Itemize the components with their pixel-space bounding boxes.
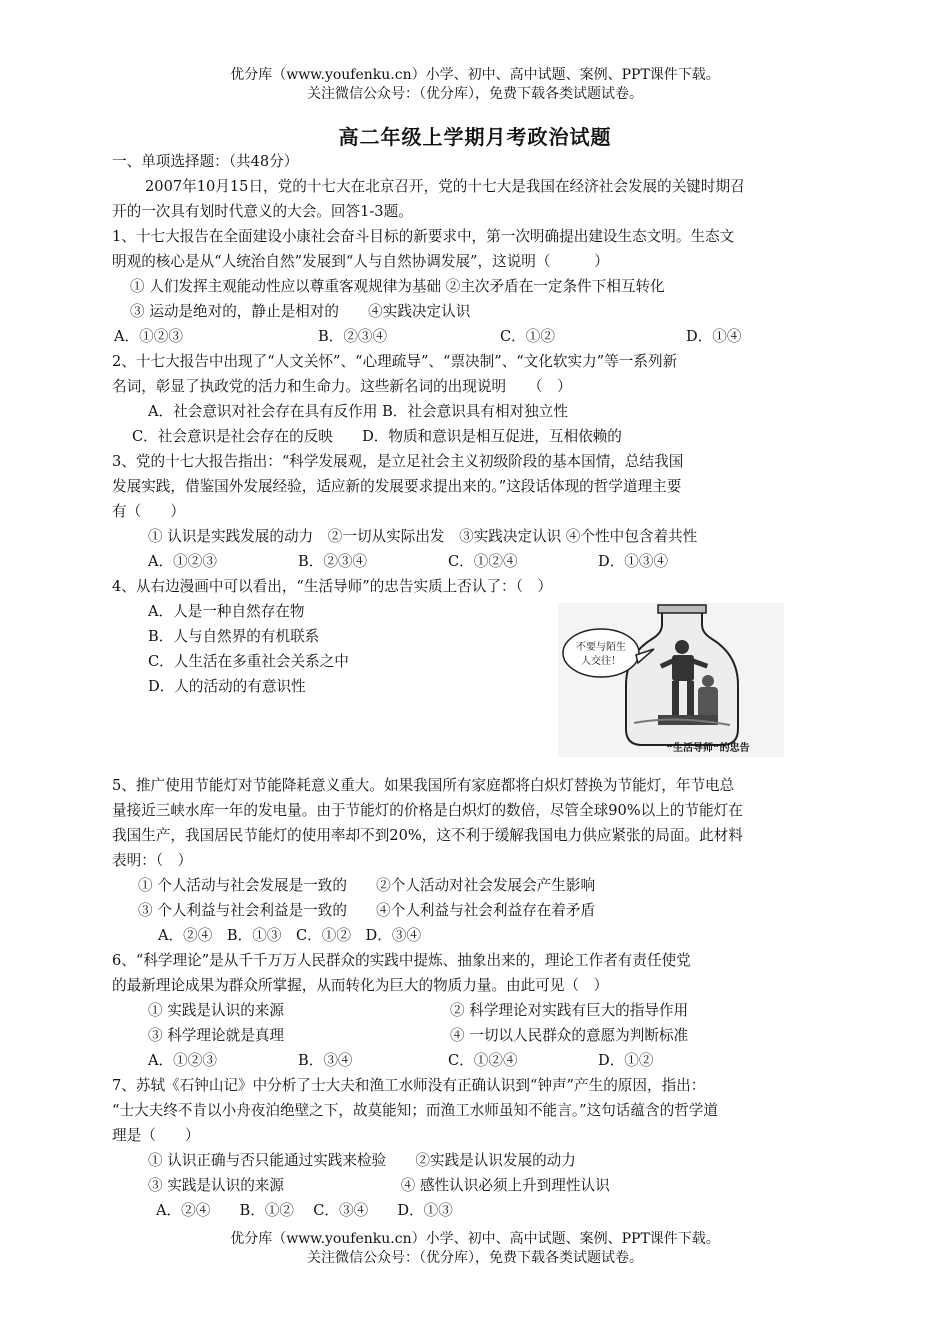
q3-option-b: B．②③④ [298, 553, 368, 570]
q6-stem: 6、“科学理论”是从千千万万人民群众的实践中提炼、抽象出来的，理论工作者有责任使党 [112, 952, 691, 969]
q3-stem: 有（ ） [112, 503, 185, 520]
q7-options: A．②④ B．①② C．③④ D．①③ [156, 1202, 453, 1219]
q3-stem: 发展实践，借鉴国外发展经验，适应新的发展要求提出来的。”这段话体现的哲学道理主要 [112, 478, 682, 495]
q6-option-a: A．①②③ [148, 1052, 217, 1069]
q6-item-3: ③ 科学理论就是真理 [148, 1027, 284, 1044]
q6-stem: 的最新理论成果为群众所掌握，从而转化为巨大的物质力量。由此可见（ ） [112, 977, 609, 994]
q1-stem: 1、十七大报告在全面建设小康社会奋斗目标的新要求中，第一次明确提出建设生态文明。生态文 [112, 228, 735, 245]
intro-line: 开的一次具有划时代意义的大会。回答1-3题。 [112, 203, 413, 220]
q2-stem: 2、十七大报告中出现了“人文关怀”、“心理疏导”、“票决制”、“文化软实力”等一系列新 [112, 353, 678, 370]
cartoon-bottle-illustration [558, 603, 784, 757]
q1-option-b: B．②③④ [318, 328, 388, 345]
q1-option-c: C．①② [500, 328, 555, 345]
q4-option-a: A．人是一种自然存在物 [148, 603, 305, 620]
q1-item: ① 人们发挥主观能动性应以尊重客观规律为基础 ②主次矛盾在一定条件下相互转化 [130, 278, 665, 295]
speech-bubble-text: 不要与陌生 [576, 642, 626, 653]
q5-item: ③ 个人利益与社会利益是一致的 ④个人利益与社会利益存在着矛盾 [138, 902, 596, 919]
q3-option-c: C．①②④ [448, 553, 518, 570]
q7-item: ③ 实践是认识的来源 ④ 感性认识必须上升到理性认识 [148, 1177, 610, 1194]
q5-stem: 5、推广使用节能灯对节能降耗意义重大。如果我国所有家庭都将白炽灯替换为节能灯，年节电总 [112, 777, 735, 794]
q3-option-a: A．①②③ [148, 553, 217, 570]
q2-stem: 名词，彰显了执政党的活力和生命力。这些新名词的出现说明 （ ） [112, 378, 572, 395]
section-heading: 一、单项选择题：（共48分） [112, 153, 299, 170]
q2-option-cd: C．社会意识是社会存在的反映 D．物质和意识是相互促进，互相依赖的 [132, 428, 622, 445]
q1-option-a: A．①②③ [114, 328, 183, 345]
q3-items: ① 认识是实践发展的动力 ②一切从实际出发 ③实践决定认识 ④个性中包含着共性 [148, 528, 698, 545]
q5-stem: 表明：（ ） [112, 852, 193, 869]
q4-option-d: D．人的活动的有意识性 [148, 678, 306, 695]
header-line-1: 优分库（www.youfenku.cn）小学、初中、高中试题、案例、PPT课件下载。 [230, 67, 720, 83]
q6-option-d: D．①② [598, 1052, 654, 1069]
speech-bubble-text: 人交往！ [581, 656, 621, 667]
q6-item-1: ① 实践是认识的来源 [148, 1002, 284, 1019]
intro-line: 2007年10月15日，党的十七大在北京召开，党的十七大是我国在经济社会发展的关键时期召 [145, 178, 745, 195]
q7-stem: “士大夫终不肯以小舟夜泊绝壁之下，故莫能知；而渔工水师虽知不能言。”这句话蕴含的哲学道 [112, 1102, 718, 1119]
page-header [0, 66, 950, 104]
bottle-cap [658, 605, 706, 613]
cartoon-caption: “生活导师”的忠告 [666, 743, 750, 754]
footer-line-2: 关注微信公众号：（优分库），免费下载各类试题试卷。 [307, 1250, 643, 1266]
q4-option-c: C．人生活在多重社会关系之中 [148, 653, 349, 670]
q5-options: A．②④ B．①③ C．①② D．③④ [158, 927, 422, 944]
q1-option-d: D．①④ [686, 328, 742, 345]
header-line-2: 关注微信公众号：（优分库），免费下载各类试题试卷。 [307, 86, 643, 102]
speech-bubble [563, 629, 639, 677]
footer-line-1: 优分库（www.youfenku.cn）小学、初中、高中试题、案例、PPT课件下载。 [230, 1231, 720, 1247]
q2-option-ab: A．社会意识对社会存在具有反作用 B．社会意识具有相对独立性 [148, 403, 568, 420]
q1-stem: 明观的核心是从“人统治自然”发展到“人与自然协调发展”，这说明（ ） [112, 253, 609, 270]
q6-item-2: ② 科学理论对实践有巨大的指导作用 [450, 1002, 689, 1019]
q7-stem: 7、苏轼《石钟山记》中分析了士大夫和渔工水师没有正确认识到“钟声”产生的原因，指出： [112, 1077, 706, 1094]
q6-item-4: ④ 一切以人民群众的意愿为判断标准 [450, 1027, 689, 1044]
q6-option-c: C．①②④ [448, 1052, 518, 1069]
q5-stem: 我国生产，我国居民节能灯的使用率却不到20%，这不利于缓解我国电力供应紧张的局面。此材料 [112, 827, 743, 844]
q5-stem: 量接近三峡水库一年的发电量。由于节能灯的价格是白炽灯的数倍，尽管全球90%以上的节能灯在 [112, 802, 743, 819]
q5-item: ① 个人活动与社会发展是一致的 ②个人活动对社会发展会产生影响 [138, 877, 596, 894]
q3-stem: 3、党的十七大报告指出：“科学发展观，是立足社会主义初级阶段的基本国情，总结我国 [112, 453, 684, 470]
q3-option-d: D．①③④ [598, 553, 669, 570]
q1-item: ③ 运动是绝对的，静止是相对的 ④实践决定认识 [130, 303, 471, 320]
page-title: 高二年级上学期月考政治试题 [338, 125, 612, 149]
q4-option-b: B．人与自然界的有机联系 [148, 628, 320, 645]
q7-item: ① 认识正确与否只能通过实践来检验 ②实践是认识发展的动力 [148, 1152, 576, 1169]
q4-stem: 4、从右边漫画中可以看出，“生活导师”的忠告实质上否认了：（ ） [112, 578, 553, 595]
q6-option-b: B．③④ [298, 1052, 353, 1069]
q7-stem: 理是（ ） [112, 1127, 200, 1144]
page-footer [0, 1230, 950, 1268]
